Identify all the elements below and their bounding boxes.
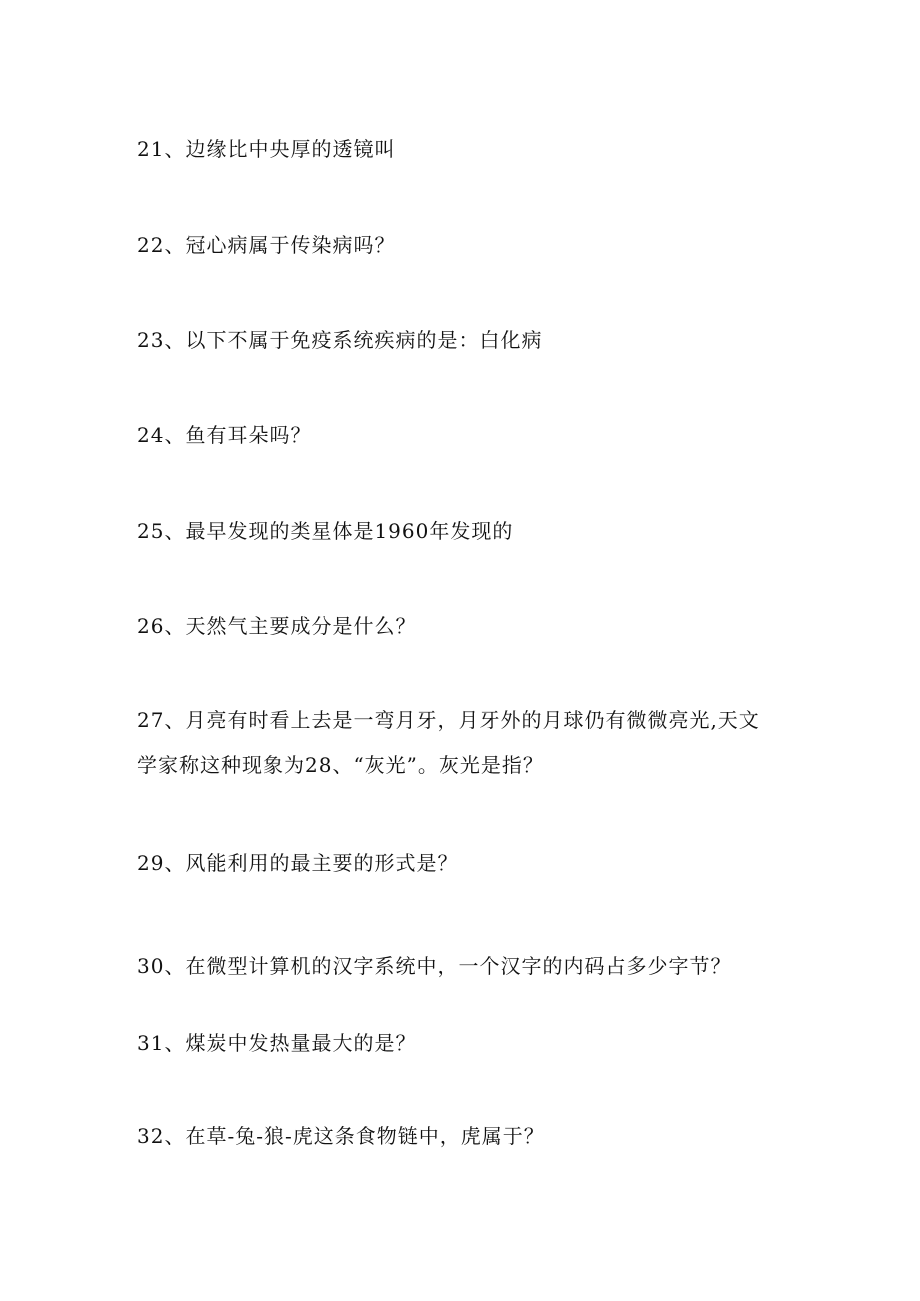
question-26: 26、天然气主要成分是什么？ [137, 614, 417, 638]
question-31: 31、煤炭中发热量最大的是？ [137, 1031, 417, 1055]
question-21: 21、边缘比中央厚的透镜叫 [137, 137, 396, 161]
question-27-line-2: 学家称这种现象为28、“灰光”。灰光是指？ [137, 753, 544, 777]
question-25: 25、最早发现的类星体是1960年发现的 [137, 519, 514, 543]
question-27 [137, 698, 797, 788]
question-29: 29、风能利用的最主要的形式是？ [137, 851, 459, 875]
question-27-line-1: 27、月亮有时看上去是一弯月牙，月牙外的月球仍有微微亮光,天文 [137, 708, 760, 732]
question-24: 24、鱼有耳朵吗？ [137, 423, 312, 447]
question-23: 23、以下不属于免疫系统疾病的是：白化病 [137, 328, 543, 352]
question-30: 30、在微型计算机的汉字系统中，一个汉字的内码占多少字节？ [137, 954, 732, 978]
question-32: 32、在草-兔-狼-虎这条食物链中，虎属于？ [137, 1124, 545, 1148]
question-22: 22、冠心病属于传染病吗？ [137, 233, 396, 257]
